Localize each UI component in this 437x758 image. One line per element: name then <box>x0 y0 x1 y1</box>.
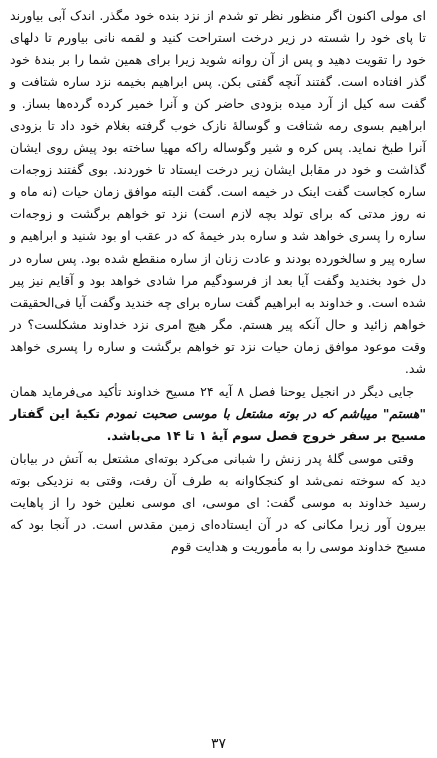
paragraph-john-reference-rest: تکیهٔ این گفتار مسیح بر سفر خروج فصل سوم آیهٔ ۱ تا ۱۴ می‌باشد. <box>10 405 426 443</box>
page-number: ۳۷ <box>210 736 227 752</box>
paragraph-burning-bush: وقتی موسی گلهٔ پدر زنش را شبانی می‌کرد بوته‌ای مشتعل به آتش در بیابان دید که سوخته نمی‌شد او کنجکاوانه به طرف آن رفت، وقتی به نزدیکی بوته رسید خداوند به موسی گفت: ای موسی، ای موسی نعلین خود را از پاهایت بیرون آور زیرا مکانی که در آن ایستاده‌ای زمین مقدس است. در آنجا بود که مسیح خداوند موسی را به مأموریت و هدایت قوم <box>10 450 426 555</box>
paragraph-genesis-story: ای مولی اکنون اگر منظور نظر تو شدم از نزد بنده خود مگذر. اندک آبی بیاورند تا پای خود را شسته در زیر درخت استراحت کنید و لقمه نانی بیاورم تا دلهای خود را تقویت دهید و پس از آن روانه شوید زیرا برای همین شما را بر بندهٔ خود گذر افتاده است. گفتند آنچه گفتی بکن. پس ابراهیم بخیمه نزد ساره شتافت و گفت سه کیل از آرد میده بزودی حاضر کن و آنرا خمیر کرده گرده‌ها بساز. و ابراهیم بسوی رمه شتافت و گوسالهٔ نازک خوب گرفته بغلام خود داد تا بزودی آنرا طبخ نماید. پس کره و شیر وگوساله راکه مهیا ساخته بود پیش روی ایشان گذاشت و خود در مقابل ایشان زیر درخت ایستاد تا خوردند. بوی گفتند زوجه‌ات ساره کجاست گفت اینک در خیمه است. گفت البته موافق زمان حیات (نه ماه و نه روز مدتی که برای تولد بچه لازم است) نزد تو خواهم برگشت و زوجه‌ات ساره را پسری خواهد شد و ساره بدر خیمهٔ که در عقب او بود شنید و ابراهیم و ساره پیر و سالخورده بودند و عادت زنان از ساره منقطع شده بود. پس ساره در دل خود بخندید وگفت آیا بعد از فرسودگیم مرا شادی خواهد بود و آقایم نیز پیر شده است. و خداوند به ابراهیم گفت ساره برای چه خندید وگفت آیا فی‌الحقیقت خواهم زائید و حال آنکه پیر هستم. مگر هیچ امری نزد خداوند مشکلست؟ در وقت موعود موافق زمان حیات نزد تو خواهم برگشت و ساره را پسری خواهد شد. <box>10 8 426 376</box>
emphasized-quote: "هستم" میباشم که در بوته مشتعل با موسی صحبت نمودم <box>105 405 426 421</box>
paragraph-john-reference-intro: جایی دیگر در انجیل یوحنا فصل ۸ آیه ۲۴ مسیح خداوند تأکید می‌فرماید همان <box>10 383 415 399</box>
paragraph-john-reference <box>10 381 426 447</box>
